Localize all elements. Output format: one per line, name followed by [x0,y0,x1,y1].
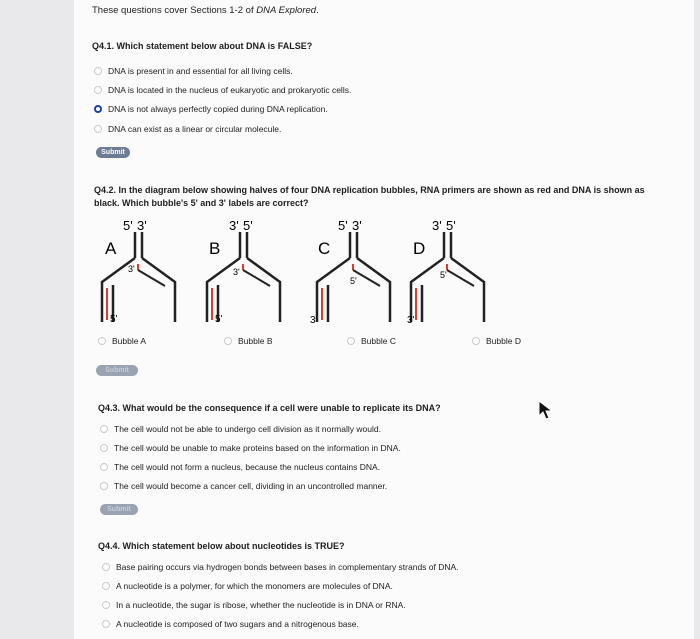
q4-title: Q4.4. Which statement below about nucleotides is TRUE? [98,541,345,551]
bubble-d-top-left-label: 3' [432,218,442,233]
bubble-c-letter: C [318,239,331,258]
q3-option-4-label[interactable]: The cell would become a cancer cell, dividing in an uncontrolled manner. [114,481,388,491]
q4-option-3-radio[interactable] [102,601,110,609]
q2-option-c-radio[interactable] [347,337,355,345]
q3-option-1-label[interactable]: The cell would not be able to undergo cell division as it normally would. [114,424,381,434]
q1-title: Q4.1. Which statement below about DNA is FALSE? [92,41,313,51]
q2-option-a-radio[interactable] [98,337,106,345]
bubble-d-letter: D [413,239,426,258]
bubble-a-letter: A [105,239,117,258]
q3-option-3-radio[interactable] [100,463,108,471]
q2-option-b-radio[interactable] [224,337,232,345]
bubble-c-mid-label: 5' [350,276,357,286]
q1-option-2-radio[interactable] [94,86,102,94]
q3-option-1-radio[interactable] [100,425,108,433]
q1-option-1-label[interactable]: DNA is present in and essential for all living cells. [108,66,293,76]
q4-option-4-label[interactable]: A nucleotide is composed of two sugars and a nitrogenous base. [116,619,359,629]
q4-option-2-label[interactable]: A nucleotide is a polymer, for which the monomers are molecules of DNA. [116,581,393,591]
q1-option-1-radio[interactable] [94,67,102,75]
q1-option-2-label[interactable]: DNA is located in the nucleus of eukaryotic and prokaryotic cells. [108,85,352,95]
intro-text: These questions cover Sections 1-2 of DNA Explored. [92,5,319,16]
bubble-c-bottom-label: 3' [310,315,318,326]
q4-option-3-label[interactable]: In a nucleotide, the sugar is ribose, whether the nucleotide is in DNA or RNA. [116,600,406,610]
q3-title: Q4.3. What would be the consequence if a cell were unable to replicate its DNA? [98,403,441,413]
bubble-d [407,218,484,326]
bubble-b-top-left-label: 3' [229,218,239,233]
bubble-b [207,218,280,325]
bubble-d-top-right-label: 5' [446,218,456,233]
q1-option-4-label[interactable]: DNA can exist as a linear or circular molecule. [108,124,282,134]
q2-option-b-label[interactable]: Bubble B [238,336,273,346]
q2-option-d-label[interactable]: Bubble D [486,336,521,346]
bubble-a-top-right-label: 3' [137,218,147,233]
quiz-page [74,0,694,639]
bubble-b-letter: B [209,239,221,258]
bubble-c-top-left-label: 5' [338,218,348,233]
q2-option-a-label[interactable]: Bubble A [112,336,147,346]
bubble-a-mid-label: 3' [128,264,135,274]
q3-option-2-radio[interactable] [100,444,108,452]
bubble-b-bottom-label: 5' [215,314,223,325]
q1-option-3-radio[interactable] [94,105,102,113]
bubble-a-top-left-label: 5' [123,218,133,233]
bubble-a-bottom-label: 5' [110,314,118,325]
q1-option-4-radio[interactable] [94,125,102,133]
mouse-cursor-icon [538,400,554,420]
q3-submit-button[interactable]: Submit [100,504,138,515]
q1-submit-button[interactable]: Submit [96,147,130,158]
q3-option-2-label[interactable]: The cell would be unable to make proteins based on the information in DNA. [114,443,401,453]
bubble-c-top-right-label: 3' [352,218,362,233]
bubble-b-top-right-label: 5' [243,218,253,233]
bubble-b-mid-label: 3' [233,267,240,277]
bubble-d-mid-label: 5' [440,270,447,280]
q1-option-3-label[interactable]: DNA is not always perfectly copied during DNA replication. [108,104,328,114]
q4-option-4-radio[interactable] [102,620,110,628]
bubble-a [102,218,175,325]
q4-option-2-radio[interactable] [102,582,110,590]
bubble-d-bottom-label: 3' [407,315,415,326]
q2-option-c-label[interactable]: Bubble C [361,336,396,346]
q3-option-3-label[interactable]: The cell would not form a nucleus, because the nucleus contains DNA. [114,462,381,472]
q4-option-1-radio[interactable] [102,563,110,571]
q4-option-1-label[interactable]: Base pairing occurs via hydrogen bonds between bases in complementary strands of DNA. [116,562,459,572]
q2-title: Q4.2. In the diagram below showing halves of four DNA replication bubbles, RNA primers are shown as red and DNA is shown as black. Which bubble's 5' and 3' labels are correct? [94,185,645,208]
q2-submit-button[interactable]: Submit [96,365,138,376]
bubble-c [310,218,390,326]
q3-option-4-radio[interactable] [100,482,108,490]
q2-option-d-radio[interactable] [472,337,480,345]
replication-bubbles-diagram [90,212,530,330]
